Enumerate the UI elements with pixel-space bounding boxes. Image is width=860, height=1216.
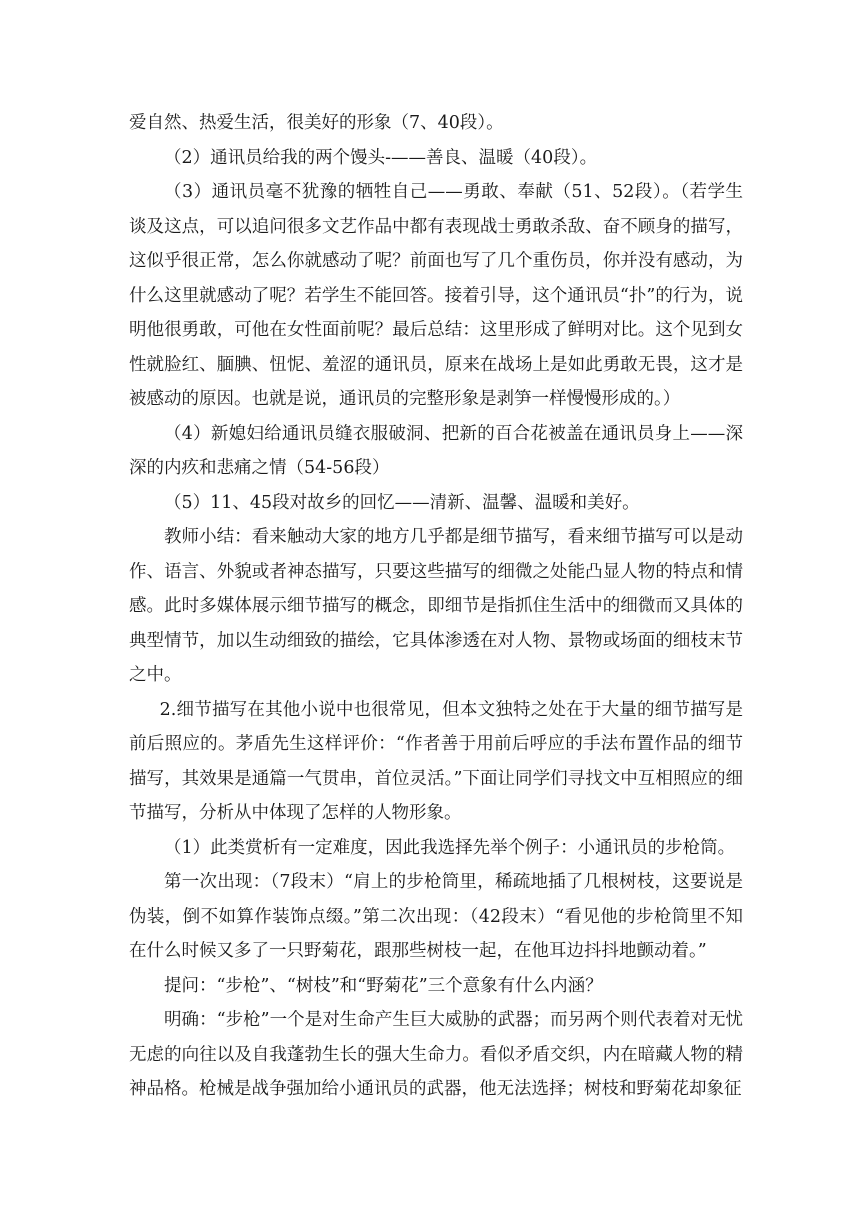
paragraph-example-intro: （1）此类赏析有一定难度，因此我选择先举个例子：小通讯员的步枪筒。 — [164, 837, 736, 858]
paragraph-section-2: 2.细节描写在其他小说中也很常见，但本文独特之处在于大量的细节描写是前后照应的。茅盾先生这样评价：“作者善于用前后呼应的手法布置作品的细节描写，其效果是通篇一气贯串，首位灵活。”下面让同学们寻找文中互相照应的细节描写，分析从中体现了怎样的人物形象。 — [129, 699, 743, 823]
paragraph-question: 提问：“步枪”、“树枝”和“野菊花”三个意象有什么内涵？ — [164, 975, 603, 996]
document-body — [129, 106, 743, 1107]
paragraph-item-3: （3）通讯员毫不犹豫的牺牲自己——勇敢、奉献（51、52段）。（若学生谈及这点，可以追问很多文艺作品中都有表现战士勇敢杀敌、奋不顾身的描写，这似乎很正常，怎么你就感动了呢？前面也写了几个重伤员，你并没有感动，为什么这里就感动了呢？若学生不能回答。接着引导，这个通讯员“扑”的行为，说明他很勇敢，可他在女性面前呢？最后总结：这里形成了鲜明对比。这个见到女性就脸红、腼腆、忸怩、羞涩的通讯员，原来在战场上是如此勇敢无畏，这才是被感动的原因。也就是说，通讯员的完整形象是剥笋一样慢慢形成的。） — [129, 182, 743, 409]
paragraph-teacher-summary: 教师小结：看来触动大家的地方几乎都是细节描写，看来细节描写可以是动作、语言、外貌或者神态描写，只要这些描写的细微之处能凸显人物的特点和情感。此时多媒体展示细节描写的概念，即细节是指抓住生活中的细微而又具体的典型情节，加以生动细致的描绘，它具体渗透在对人物、景物或场面的细枝末节之中。 — [129, 527, 743, 685]
paragraph-answer: 明确：“步枪”一个是对生命产生巨大威胁的武器；而另两个则代表着对无忧无虑的向往以及自我蓬勃生长的强大生命力。看似矛盾交织，内在暗藏人物的精神品格。枪械是战争强加给小通讯员的武器，他无法选择；树枝和野菊花却象征 — [129, 1010, 743, 1099]
paragraph-continuation: 爱自然、热爱生活，很美好的形象（7、40段）。 — [129, 113, 504, 133]
paragraph-item-4: （4）新媳妇给通讯员缝衣服破洞、把新的百合花被盖在通讯员身上——深深的内疚和悲痛之情（54-56段） — [129, 423, 743, 478]
paragraph-item-2: （2）通讯员给我的两个馒头-——善良、温暖（40段）。 — [164, 147, 598, 168]
paragraph-item-5: （5）11、45段对故乡的回忆——清新、温馨、温暖和美好。 — [164, 492, 640, 513]
paragraph-occurrences: 第一次出现：（7段末）“肩上的步枪筒里，稀疏地插了几根树枝，这要说是伪装，倒不如算作装饰点缀。”第二次出现：（42段末）“看见他的步枪筒里不知在什么时候又多了一只野菊花，跟那些树枝一起，在他耳边抖抖地颤动着。” — [129, 872, 743, 961]
